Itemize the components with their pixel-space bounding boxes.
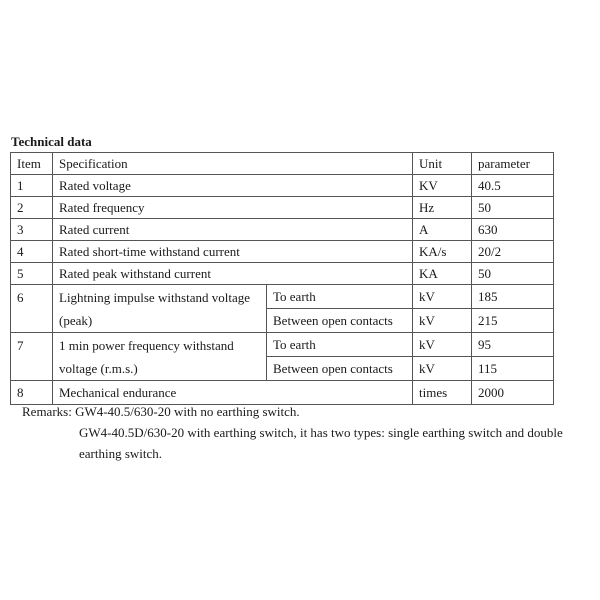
row-item: 2 [11,197,53,219]
row-value: 40.5 [472,175,554,197]
row-unit: kV [413,333,472,357]
header-unit: Unit [413,153,472,175]
table-row [11,241,554,263]
row-item: 4 [11,241,53,263]
row-spec: 1 min power frequency withstand voltage (r.m.s.) [53,333,267,381]
remarks [22,401,582,464]
row-spec: Mechanical endurance [53,381,413,405]
row-unit: Hz [413,197,472,219]
row-condition: To earth [267,285,413,309]
table-row [11,333,554,357]
header-specification: Specification [53,153,413,175]
row-unit: KA [413,263,472,285]
row-unit: kV [413,309,472,333]
table-header-row [11,153,554,175]
row-condition: Between open contacts [267,309,413,333]
row-spec: Rated peak withstand current [53,263,413,285]
table-row [11,197,554,219]
row-value: 2000 [472,381,554,405]
row-condition: To earth [267,333,413,357]
row-item: 3 [11,219,53,241]
row-unit: times [413,381,472,405]
row-unit: KA/s [413,241,472,263]
row-condition: Between open contacts [267,357,413,381]
row-spec: Rated voltage [53,175,413,197]
row-spec: Rated current [53,219,413,241]
row-spec: Rated frequency [53,197,413,219]
row-item: 5 [11,263,53,285]
table-row [11,263,554,285]
row-value: 185 [472,285,554,309]
table-row [11,219,554,241]
row-unit: kV [413,285,472,309]
row-item: 7 [11,333,53,381]
row-item: 8 [11,381,53,405]
row-value: 50 [472,263,554,285]
row-unit: A [413,219,472,241]
row-value: 95 [472,333,554,357]
row-spec: Rated short-time withstand current [53,241,413,263]
row-value: 20/2 [472,241,554,263]
row-value: 215 [472,309,554,333]
technical-data-table [10,152,554,405]
remarks-line-1: Remarks: GW4-40.5/630-20 with no earthing switch. [22,404,300,419]
row-spec: Lightning impulse withstand voltage (peak) [53,285,267,333]
section-title: Technical data [11,134,92,149]
row-value: 50 [472,197,554,219]
remarks-line-2: GW4-40.5D/630-20 with earthing switch, it has two types: single earthing switch and double earthing switch. [79,425,563,461]
row-unit: KV [413,175,472,197]
table-row [11,175,554,197]
row-value: 630 [472,219,554,241]
row-item: 1 [11,175,53,197]
header-parameter: parameter [472,153,554,175]
row-value: 115 [472,357,554,381]
row-item: 6 [11,285,53,333]
row-unit: kV [413,357,472,381]
header-item: Item [11,153,53,175]
table-row [11,285,554,309]
